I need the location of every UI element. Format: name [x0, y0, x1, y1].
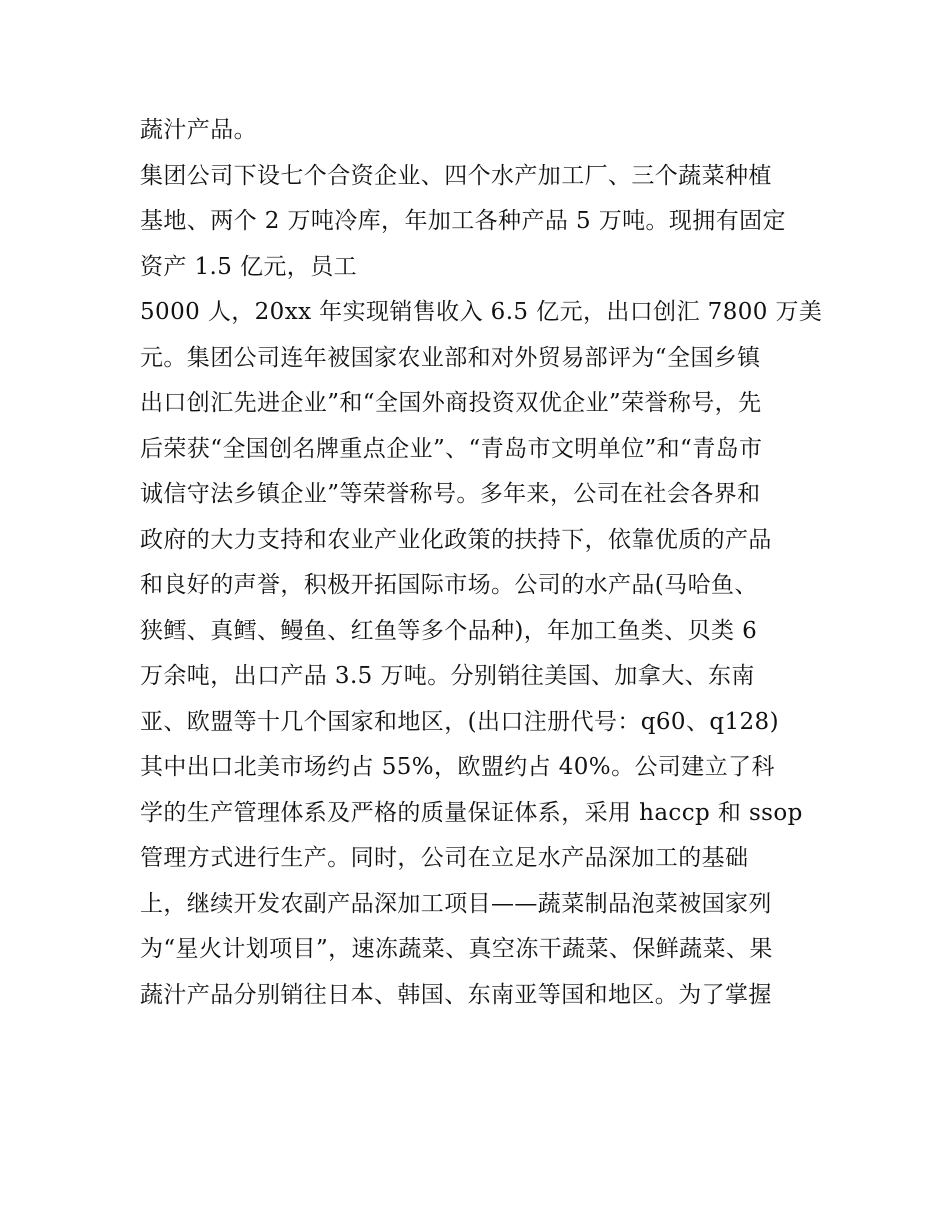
text-line: 学的生产管理体系及严格的质量保证体系，采用 haccp 和 ssop: [140, 799, 803, 826]
text-line: 为“星火计划项目”，速冻蔬菜、真空冻干蔬菜、保鲜蔬菜、果: [140, 936, 773, 962]
body-text: [140, 108, 823, 1018]
text-line: 和良好的声誉，积极开拓国际市场。公司的水产品(马哈鱼、: [140, 572, 758, 598]
text-line: 后荣获“全国创名牌重点企业”、“青岛市文明单位”和“青岛市: [140, 435, 763, 462]
text-line: 蔬汁产品分别销往日本、韩国、东南亚等国和地区。为了掌握: [140, 981, 772, 1008]
text-line: 元。集团公司连年被国家农业部和对外贸易部评为“全国乡镇: [140, 344, 761, 371]
text-line: 出口创汇先进企业”和“全国外商投资双优企业”荣誉称号，先: [140, 390, 762, 416]
text-line: 5000 人，20xx 年实现销售收入 6.5 亿元，出口创汇 7800 万美: [140, 299, 823, 325]
text-line: 上，继续开发农副产品深加工项目——蔬菜制品泡菜被国家列: [140, 890, 772, 917]
text-line: 万余吨，出口产品 3.5 万吨。分别销往美国、加拿大、东南: [140, 663, 755, 689]
text-line: 资产 1.5 亿元，员工: [140, 253, 357, 280]
text-line: 政府的大力支持和农业产业化政策的扶持下，依靠优质的产品: [140, 526, 772, 553]
text-line: 管理方式进行生产。同时，公司在立足水产品深加工的基础: [140, 845, 749, 871]
text-line: 蔬汁产品。: [140, 117, 257, 143]
text-line: 诚信守法乡镇企业”等荣誉称号。多年来，公司在社会各界和: [140, 481, 761, 507]
text-line: 其中出口北美市场约占 55%，欧盟约占 40%。公司建立了科: [140, 754, 775, 780]
text-line: 基地、两个 2 万吨冷库，年加工各种产品 5 万吨。现拥有固定: [140, 208, 786, 234]
text-line: 亚、欧盟等十几个国家和地区，(出口注册代号：q60、q128): [140, 708, 779, 735]
text-line: 狭鳕、真鳕、鳗鱼、红鱼等多个品种)，年加工鱼类、贝类 6: [140, 617, 758, 644]
text-line: 集团公司下设七个合资企业、四个水产加工厂、三个蔬菜种植: [140, 162, 772, 189]
